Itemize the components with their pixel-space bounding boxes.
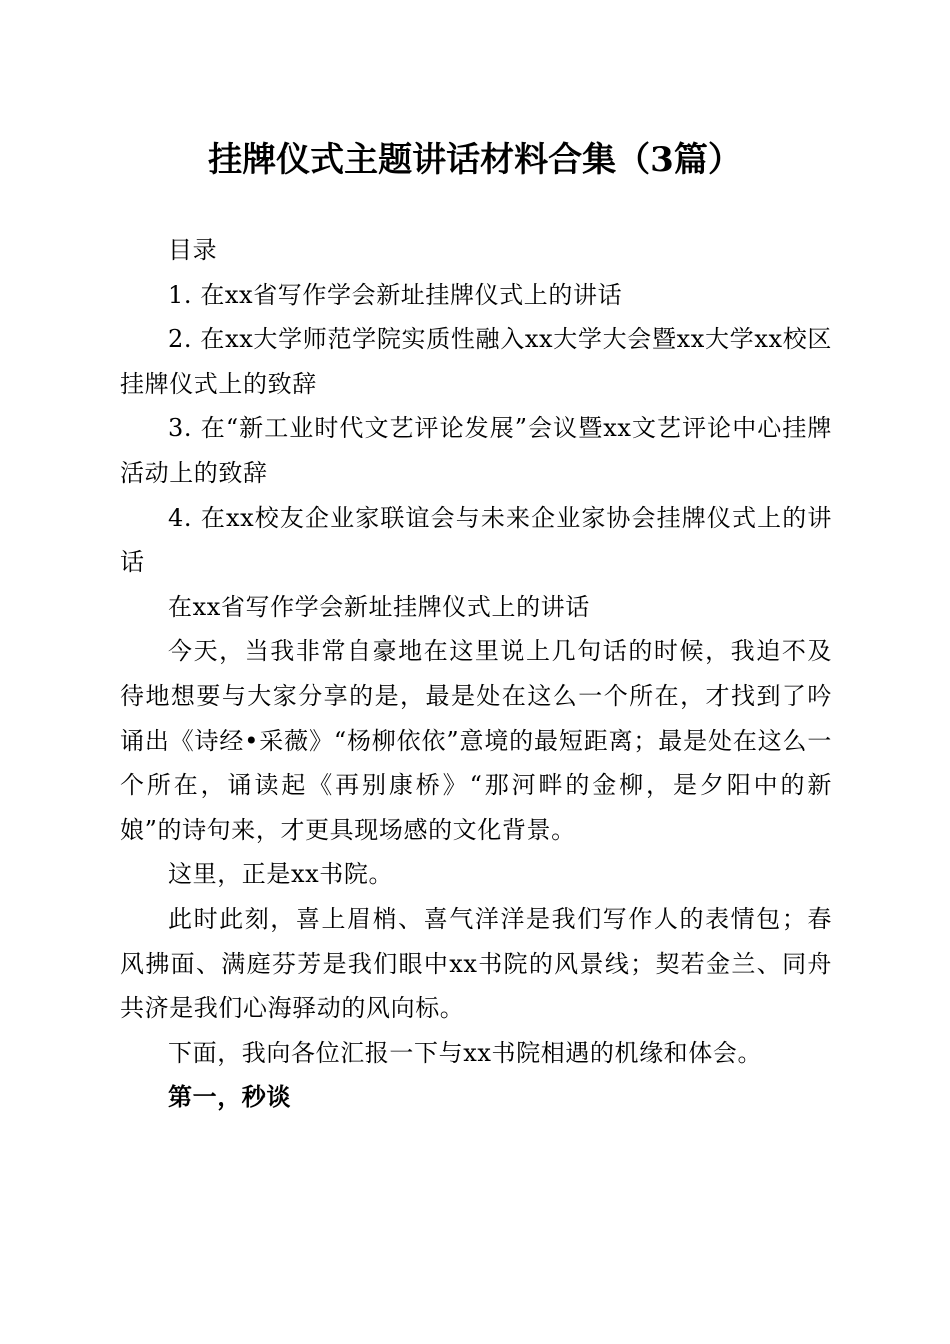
toc-item-1: 1. 在xx省写作学会新址挂牌仪式上的讲话 [168,280,623,309]
paragraph-1: 今天，当我非常自豪地在这里说上几句话的时候，我迫不及待地想要与大家分享的是，最是处在这么一个所在，才找到了吟诵出《诗经•采薇》“杨柳依依”意境的最短距离；最是处在这么一个所在，诵读起《再别康桥》“那河畔的金柳，是夕阳中的新娘”的诗句来，才更具现场感的文化背景。 [120,637,832,844]
subheading: 第一，秒谈 [168,1082,291,1112]
paragraph-3: 此时此刻，喜上眉梢、喜气洋洋是我们写作人的表情包；春风拂面、满庭芬芳是我们眼中xx书院的风景线；契若金兰、同舟共济是我们心海驿动的风向标。 [120,904,832,1023]
toc-item-3: 3. 在“新工业时代文艺评论发展”会议暨xx文艺评论中心挂牌活动上的致辞 [120,414,832,487]
document-title: 挂牌仪式主题讲话材料合集（3篇） [208,140,742,180]
toc-item-4: 4. 在xx校友企业家联谊会与未来企业家协会挂牌仪式上的讲话 [120,503,832,577]
toc-heading: 目录 [168,236,218,264]
paragraph-4: 下面，我向各位汇报一下与xx书院相遇的机缘和体会。 [168,1038,763,1067]
toc-item-2: 2. 在xx大学师范学院实质性融入xx大学大会暨xx大学xx校区挂牌仪式上的致辞 [120,325,832,398]
paragraph-2: 这里，正是xx书院。 [168,860,394,889]
section-title: 在xx省写作学会新址挂牌仪式上的讲话 [168,592,590,621]
document-body [120,228,832,1120]
